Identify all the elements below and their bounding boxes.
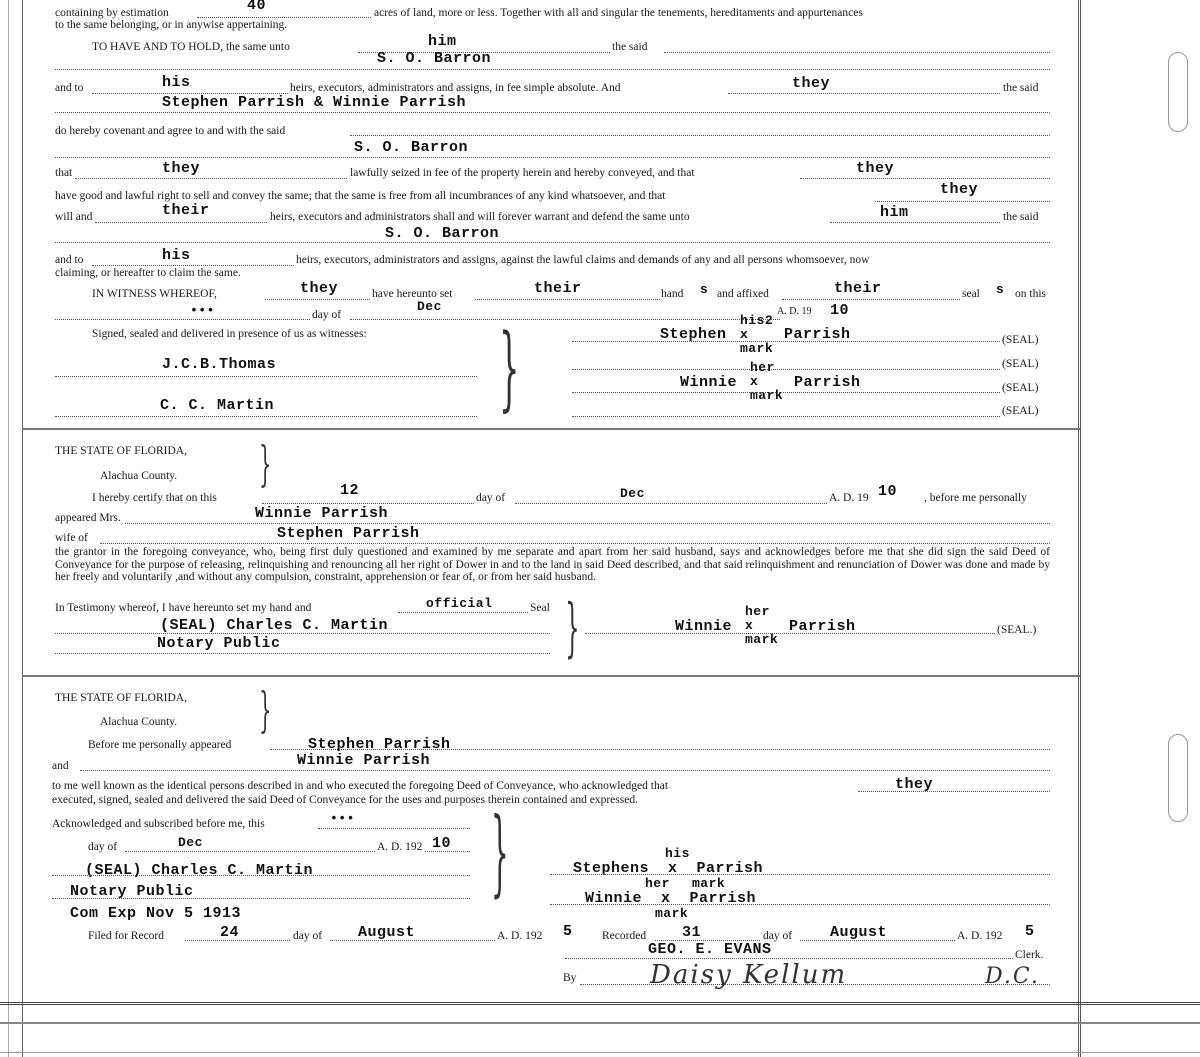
wife-name: Winnie Parrish bbox=[255, 505, 389, 522]
page-left-edge bbox=[8, 0, 9, 1057]
ad-label: A. D. 19 bbox=[777, 306, 812, 317]
cert2-day-of: day of bbox=[88, 841, 118, 853]
they-value-3: they bbox=[856, 160, 895, 177]
acres-value: 40 bbox=[247, 0, 267, 14]
ack-day: ••• bbox=[330, 811, 355, 826]
cert2-and: and bbox=[52, 760, 69, 772]
signature-line-4 bbox=[572, 416, 1000, 417]
sig1-his: his2 bbox=[740, 313, 774, 328]
sig1-first: Stephen bbox=[660, 326, 727, 343]
that-label: that bbox=[55, 167, 73, 179]
his-line-2 bbox=[92, 265, 294, 266]
com-exp: Com Exp Nov 5 1913 bbox=[70, 905, 242, 922]
hand-s: s bbox=[700, 282, 709, 297]
heirs-fee-text: heirs, executors, administrators and assigns, in fee simple absolute. And bbox=[290, 82, 621, 94]
cert2-sig2-line bbox=[550, 904, 1050, 905]
cert1-ad: A. D. 19 bbox=[829, 492, 869, 504]
grantee-line-3 bbox=[55, 242, 1050, 243]
clerk-label: Clerk. bbox=[1015, 949, 1044, 961]
cert1-notary: (SEAL) Charles C. Martin bbox=[160, 617, 389, 634]
person2-line bbox=[80, 770, 1050, 771]
cert1-year: 10 bbox=[878, 483, 898, 500]
seal-2: (SEAL) bbox=[1002, 358, 1039, 370]
cert1-county: Alachua County. bbox=[100, 470, 178, 482]
person1-name: Stephen Parrish bbox=[308, 736, 451, 753]
cert1-day-line bbox=[262, 503, 474, 504]
cert2-county: Alachua County. bbox=[100, 716, 178, 728]
filed-ad: A. D. 192 bbox=[497, 930, 543, 942]
witness-2: C. C. Martin bbox=[160, 397, 275, 414]
dower-paragraph: the grantor in the foregoing conveyance, who, being first duly questioned and examined by me separate and apart from her said husband, says and acknowledges before me that she did sign the said Deed of Conveyance for the purpose of releasing, relinquishing and renouncing all her right of Dower in and to the land in said Deed described, and that said relinquishment and renunciation of Dower was done and made by her freely and voluntarily ,and without any compulsion, constraint, apprehension or fear of, or from her said husband. bbox=[55, 546, 1050, 583]
cert1-sig-first: Winnie bbox=[675, 618, 733, 635]
day-of-label: day of bbox=[312, 309, 342, 321]
good-right-text: have good and lawful right to sell and convey the same; that the same is free from all incumbrances of any kind whatsoever, and that bbox=[55, 190, 666, 202]
seal-1: (SEAL) bbox=[1002, 334, 1039, 346]
him-value: him bbox=[880, 204, 909, 221]
acres-text: acres of land, more or less. Together with all and singular the tenements, hereditaments and appurtenances bbox=[374, 7, 863, 19]
cert2-sig1: Stephens x Parrish bbox=[573, 860, 764, 877]
cert2-year: 10 bbox=[432, 835, 452, 852]
habendum-label: TO HAVE AND TO HOLD, the same unto bbox=[92, 41, 290, 53]
recorded-day-of: day of bbox=[763, 930, 793, 942]
cert2-they: they bbox=[895, 776, 934, 793]
cert1-day-of: day of bbox=[476, 492, 506, 504]
their-line bbox=[95, 222, 267, 223]
warrant-text: heirs, executors and administrators shall and will forever warrant and defend the same unto bbox=[270, 211, 690, 223]
grantors-names: Stephen Parrish & Winnie Parrish bbox=[162, 94, 467, 111]
cert1-brace: } bbox=[259, 436, 272, 492]
cert1-state: THE STATE OF FLORIDA, bbox=[55, 445, 187, 457]
witness-their-2: their bbox=[834, 280, 882, 297]
witness-1: J.C.B.Thomas bbox=[162, 356, 277, 373]
will-and-label: will and bbox=[55, 211, 93, 223]
cert2-notary-title: Notary Public bbox=[70, 883, 194, 900]
his-value-2: his bbox=[162, 247, 191, 264]
page-frame-left bbox=[22, 0, 23, 1057]
witness-they: they bbox=[300, 280, 339, 297]
recorded-day: 31 bbox=[682, 924, 702, 941]
affixed-label: and affixed bbox=[717, 288, 769, 300]
sig2-x: x bbox=[750, 374, 759, 389]
cert2-ad: A. D. 192 bbox=[377, 841, 423, 853]
ack-day-line bbox=[318, 828, 470, 829]
husband-name: Stephen Parrish bbox=[277, 525, 420, 542]
cert2-sig2-her: her bbox=[645, 876, 670, 891]
witness-1-line bbox=[55, 376, 477, 377]
deputy-signature: Daisy Kellum bbox=[650, 960, 848, 990]
cert1-month: Dec bbox=[620, 486, 645, 501]
sig1-mark: mark bbox=[740, 341, 774, 356]
acres-line bbox=[197, 17, 371, 18]
and-to-label: and to bbox=[55, 82, 84, 94]
page-bottom-rule bbox=[0, 1002, 1200, 1005]
certify-text: I hereby certify that on this bbox=[92, 492, 217, 504]
page-frame-right bbox=[1078, 0, 1081, 1057]
grantee-name-3: S. O. Barron bbox=[385, 225, 500, 242]
they-value-2: they bbox=[162, 160, 201, 177]
sig1-last: Parrish bbox=[784, 326, 851, 343]
his-value: his bbox=[162, 74, 191, 91]
cert1-notary-title-line bbox=[55, 653, 550, 654]
wife-of-label: wife of bbox=[55, 532, 88, 544]
day-line bbox=[55, 319, 310, 320]
seal-word: Seal bbox=[530, 602, 550, 614]
seal-s: s bbox=[996, 282, 1005, 297]
recorded-label: Recorded bbox=[602, 930, 647, 942]
witness-day: ••• bbox=[190, 303, 215, 318]
appertaining-text: to the same belonging, or in anywise appertaining. bbox=[55, 19, 288, 31]
witness-their-line bbox=[475, 299, 660, 300]
that-line-2 bbox=[800, 178, 1050, 179]
the-said-label-2: the said bbox=[1003, 82, 1039, 94]
habendum-pronoun: him bbox=[428, 33, 457, 50]
by-label: By bbox=[563, 972, 577, 984]
heirs-against-text: heirs, executors, administrators and assigns, against the lawful claims and demands of any and all persons whomsoever, now bbox=[296, 254, 870, 266]
section-divider-2 bbox=[22, 675, 1080, 677]
seal-4: (SEAL) bbox=[1002, 405, 1039, 417]
the-said-label: the said bbox=[612, 41, 648, 53]
grantee-name-2: S. O. Barron bbox=[354, 139, 469, 156]
covenant-text: do hereby covenant and agree to and with the said bbox=[55, 125, 286, 137]
filed-day: 24 bbox=[220, 924, 240, 941]
cert2-sig2: Winnie x Parrish bbox=[585, 890, 757, 907]
cert2-they-line bbox=[858, 791, 1050, 792]
signature-line-3 bbox=[572, 392, 1000, 393]
witness-their-line-2 bbox=[782, 299, 960, 300]
said-line bbox=[664, 52, 1050, 53]
witness-brace: } bbox=[499, 314, 520, 421]
sig2-her: her bbox=[750, 360, 775, 375]
clerk-name: GEO. E. EVANS bbox=[648, 941, 772, 958]
cert2-brace: } bbox=[259, 682, 272, 738]
cert1-sig-x: x bbox=[745, 618, 754, 633]
grantors-line bbox=[55, 112, 1050, 113]
sig2-first: Winnie bbox=[680, 374, 738, 391]
seal-label: seal bbox=[962, 288, 980, 300]
recorded-year: 5 bbox=[1025, 923, 1035, 940]
cert1-sig-her: her bbox=[745, 604, 770, 619]
recorded-ad: A. D. 192 bbox=[957, 930, 1003, 942]
official-value: official bbox=[426, 596, 493, 611]
person2-name: Winnie Parrish bbox=[297, 752, 431, 769]
witness-their: their bbox=[534, 280, 582, 297]
claiming-text: claiming, or hereafter to claim the same. bbox=[55, 267, 241, 279]
on-this-label: on this bbox=[1015, 288, 1046, 300]
cert2-sign-brace: } bbox=[490, 798, 509, 907]
filed-day-of: day of bbox=[293, 930, 323, 942]
cert1-notary-title: Notary Public bbox=[157, 635, 281, 652]
estimation-label: containing by estimation bbox=[55, 7, 169, 19]
cert1-sign-brace: } bbox=[565, 591, 580, 665]
page-bottom-rule-2 bbox=[0, 1022, 1200, 1024]
grantee-line-2 bbox=[55, 157, 1050, 158]
cert2-month-line bbox=[125, 851, 375, 852]
covenant-line bbox=[350, 135, 1050, 136]
month-line bbox=[350, 319, 780, 320]
cert2-sig1-mark: mark bbox=[692, 876, 726, 891]
sig2-mark: mark bbox=[750, 388, 784, 403]
ad-year: 10 bbox=[830, 302, 850, 319]
well-known-text: to me well known as the identical persons described in and who executed the foregoing Deed of Conveyance, who acknowledged that bbox=[52, 780, 669, 792]
they-value-4: they bbox=[940, 181, 979, 198]
hereunto-set-label: have hereunto set bbox=[372, 288, 453, 300]
executed-text: executed, signed, sealed and delivered the said Deed of Conveyance for the uses and purposes therein contained and expressed. bbox=[52, 794, 638, 806]
they-line-4 bbox=[875, 201, 1050, 202]
page-bottom-rule-3 bbox=[0, 1052, 1200, 1053]
cert2-year-line bbox=[425, 851, 470, 852]
they-value: they bbox=[792, 75, 831, 92]
witness-month: Dec bbox=[417, 299, 442, 314]
cert1-day: 12 bbox=[340, 482, 360, 499]
deputy-suffix: D.C. bbox=[985, 964, 1040, 989]
cert1-month-line bbox=[515, 503, 827, 504]
signed-text: Signed, sealed and delivered in presence of us as witnesses: bbox=[92, 328, 367, 340]
cert2-notary-title-line bbox=[52, 898, 470, 899]
witness-prefix: IN WITNESS WHEREOF, bbox=[92, 288, 217, 300]
witness-2-line bbox=[55, 416, 477, 417]
the-said-label-3: the said bbox=[1003, 211, 1039, 223]
grantee-line bbox=[55, 69, 1050, 70]
clerk-line bbox=[565, 958, 1013, 959]
cert1-notary-line bbox=[55, 633, 550, 634]
lawfully-text: lawfully seized in fee of the property herein and hereby conveyed, and that bbox=[350, 167, 695, 179]
and-to-label-2: and to bbox=[55, 254, 84, 266]
they-line bbox=[728, 93, 1000, 94]
sig2-last: Parrish bbox=[794, 374, 861, 391]
cert1-sig-last: Parrish bbox=[789, 618, 856, 635]
signature-line-2 bbox=[572, 369, 1000, 370]
cert2-sig1-line bbox=[550, 874, 1050, 875]
cert1-before-me: , before me personally bbox=[924, 492, 1027, 504]
filed-year: 5 bbox=[563, 923, 573, 940]
sig1-x: x bbox=[740, 327, 749, 342]
hand-label: hand bbox=[661, 288, 684, 300]
grantee-name: S. O. Barron bbox=[377, 50, 492, 67]
wife-of-line bbox=[100, 543, 1050, 544]
appeared-line bbox=[125, 523, 1050, 524]
official-line bbox=[398, 612, 528, 613]
binder-hole-bottom bbox=[1168, 734, 1188, 822]
that-line bbox=[75, 178, 347, 179]
cert2-sig1-his: his bbox=[665, 846, 690, 861]
cert2-month: Dec bbox=[178, 835, 203, 850]
cert1-sig-mark: mark bbox=[745, 632, 779, 647]
cert2-notary-line bbox=[52, 875, 470, 876]
witness-they-line bbox=[265, 299, 370, 300]
their-value: their bbox=[162, 202, 210, 219]
acknowledged-text: Acknowledged and subscribed before me, this bbox=[52, 818, 265, 830]
him-line bbox=[830, 222, 1000, 223]
testimony-text: In Testimony whereof, I have hereunto set my hand and bbox=[55, 602, 312, 614]
seal-3: (SEAL) bbox=[1002, 382, 1039, 394]
before-me-text: Before me personally appeared bbox=[88, 739, 232, 751]
cert2-notary: (SEAL) Charles C. Martin bbox=[85, 862, 314, 879]
section-divider-1 bbox=[22, 428, 1080, 430]
cert1-seal: (SEAL.) bbox=[997, 624, 1037, 636]
cert2-state: THE STATE OF FLORIDA, bbox=[55, 692, 187, 704]
recorded-month: August bbox=[830, 924, 888, 941]
filed-label: Filed for Record bbox=[88, 930, 165, 942]
appeared-label: appeared Mrs. bbox=[55, 512, 121, 524]
binder-hole-top bbox=[1168, 52, 1188, 132]
filed-month: August bbox=[358, 924, 416, 941]
cert2-sig2-mark: mark bbox=[655, 906, 689, 921]
